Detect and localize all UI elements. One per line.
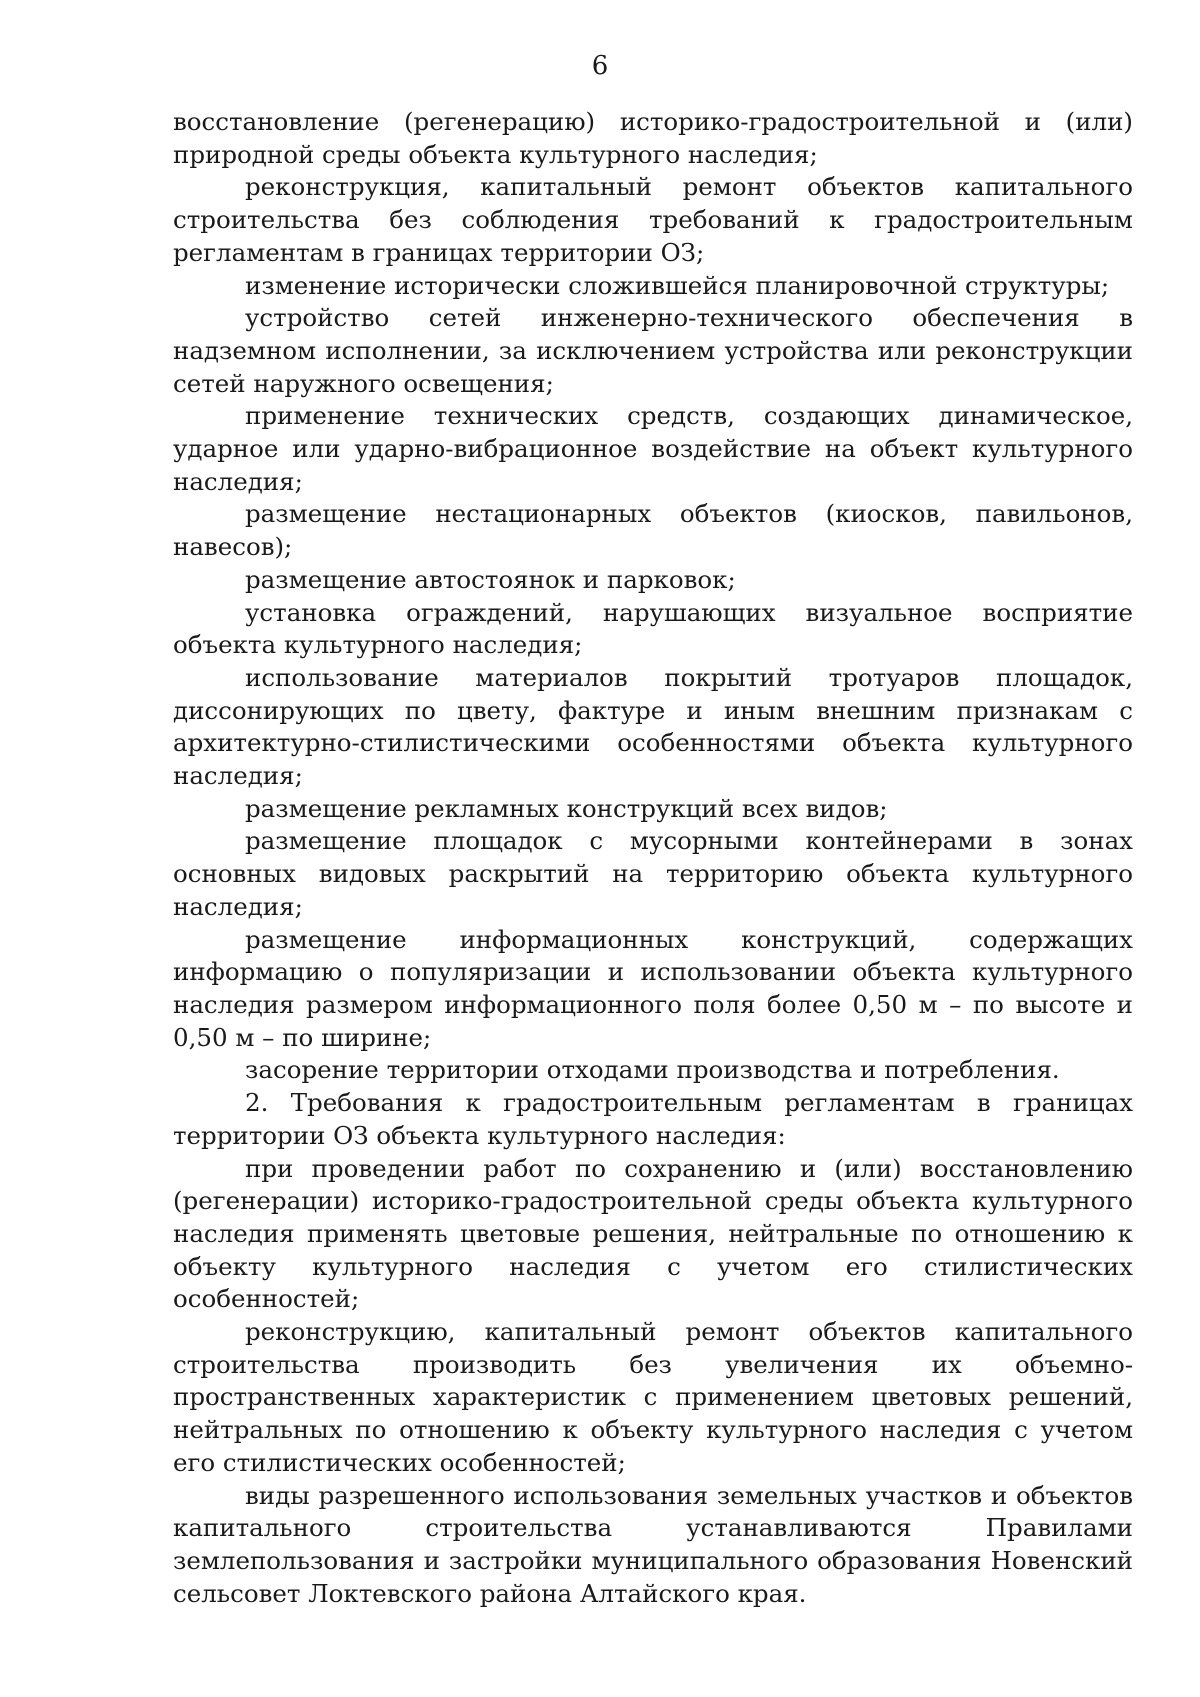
paragraph: устройство сетей инженерно-технического обеспечения в надземном исполнении, за исключением устройства или реконструкции сетей наружного освещения; [173, 303, 1133, 398]
document-body [173, 106, 1133, 1610]
paragraph: применение технических средств, создающих динамическое, ударное или ударно-вибрационное воздействие на объект культурного наследия; [173, 401, 1133, 496]
paragraph: виды разрешенного использования земельных участков и объектов капитального строительства устанавливаются Правилами землепользования и застройки муниципального образования Новенский сельсовет Локтевского района Алтайского края. [173, 1480, 1133, 1608]
paragraph: размещение площадок с мусорными контейнерами в зонах основных видовых раскрытий на территорию объекта культурного наследия; [173, 826, 1133, 921]
page-number: 6 [591, 51, 609, 81]
paragraph: размещение рекламных конструкций всех видов; [245, 793, 888, 823]
paragraph: реконструкцию, капитальный ремонт объектов капитального строительства производить без увеличения их объемно-пространственных характеристик с применением цветовых решений, нейтральных по отношению к объекту культурного наследия с учетом его стилистических особенностей; [173, 1317, 1133, 1477]
paragraph: восстановление (регенерацию) историко-градостроительной и (или) природной среды объекта культурного наследия; [173, 107, 1133, 169]
paragraph: размещение автостоянок и парковок; [245, 564, 736, 594]
paragraph: установка ограждений, нарушающих визуальное восприятие объекта культурного наследия; [173, 597, 1133, 660]
paragraph: реконструкция, капитальный ремонт объектов капитального строительства без соблюдения требований к градостроительным регламентам в границах территории ОЗ; [173, 172, 1133, 267]
paragraph: при проведении работ по сохранению и (или) восстановлению (регенерации) историко-градостроительной среды объекта культурного наследия применять цветовые решения, нейтральные по отношению к объекту культурного наследия с учетом его стилистических особенностей; [173, 1153, 1133, 1314]
paragraph: использование материалов покрытий тротуаров площадок, диссонирующих по цвету, фактуре и иным внешним признакам с архитектурно-стилистическими особенностями объекта культурного наследия; [173, 662, 1133, 791]
section-heading-paragraph: 2. Требования к градостроительным регламентам в границах территории ОЗ объекта культурного наследия: [173, 1088, 1133, 1150]
paragraph: размещение нестационарных объектов (киосков, павильонов, навесов); [173, 499, 1133, 562]
paragraph: размещение информационных конструкций, содержащих информацию о популяризации и использовании объекта культурного наследия размером информационного поля более 0,50 м – по высоте и 0,50 м – по ширине; [173, 924, 1133, 1052]
paragraph: засорение территории отходами производства и потребления. [245, 1055, 1060, 1085]
paragraph: изменение исторически сложившейся планировочной структуры; [245, 270, 1110, 300]
